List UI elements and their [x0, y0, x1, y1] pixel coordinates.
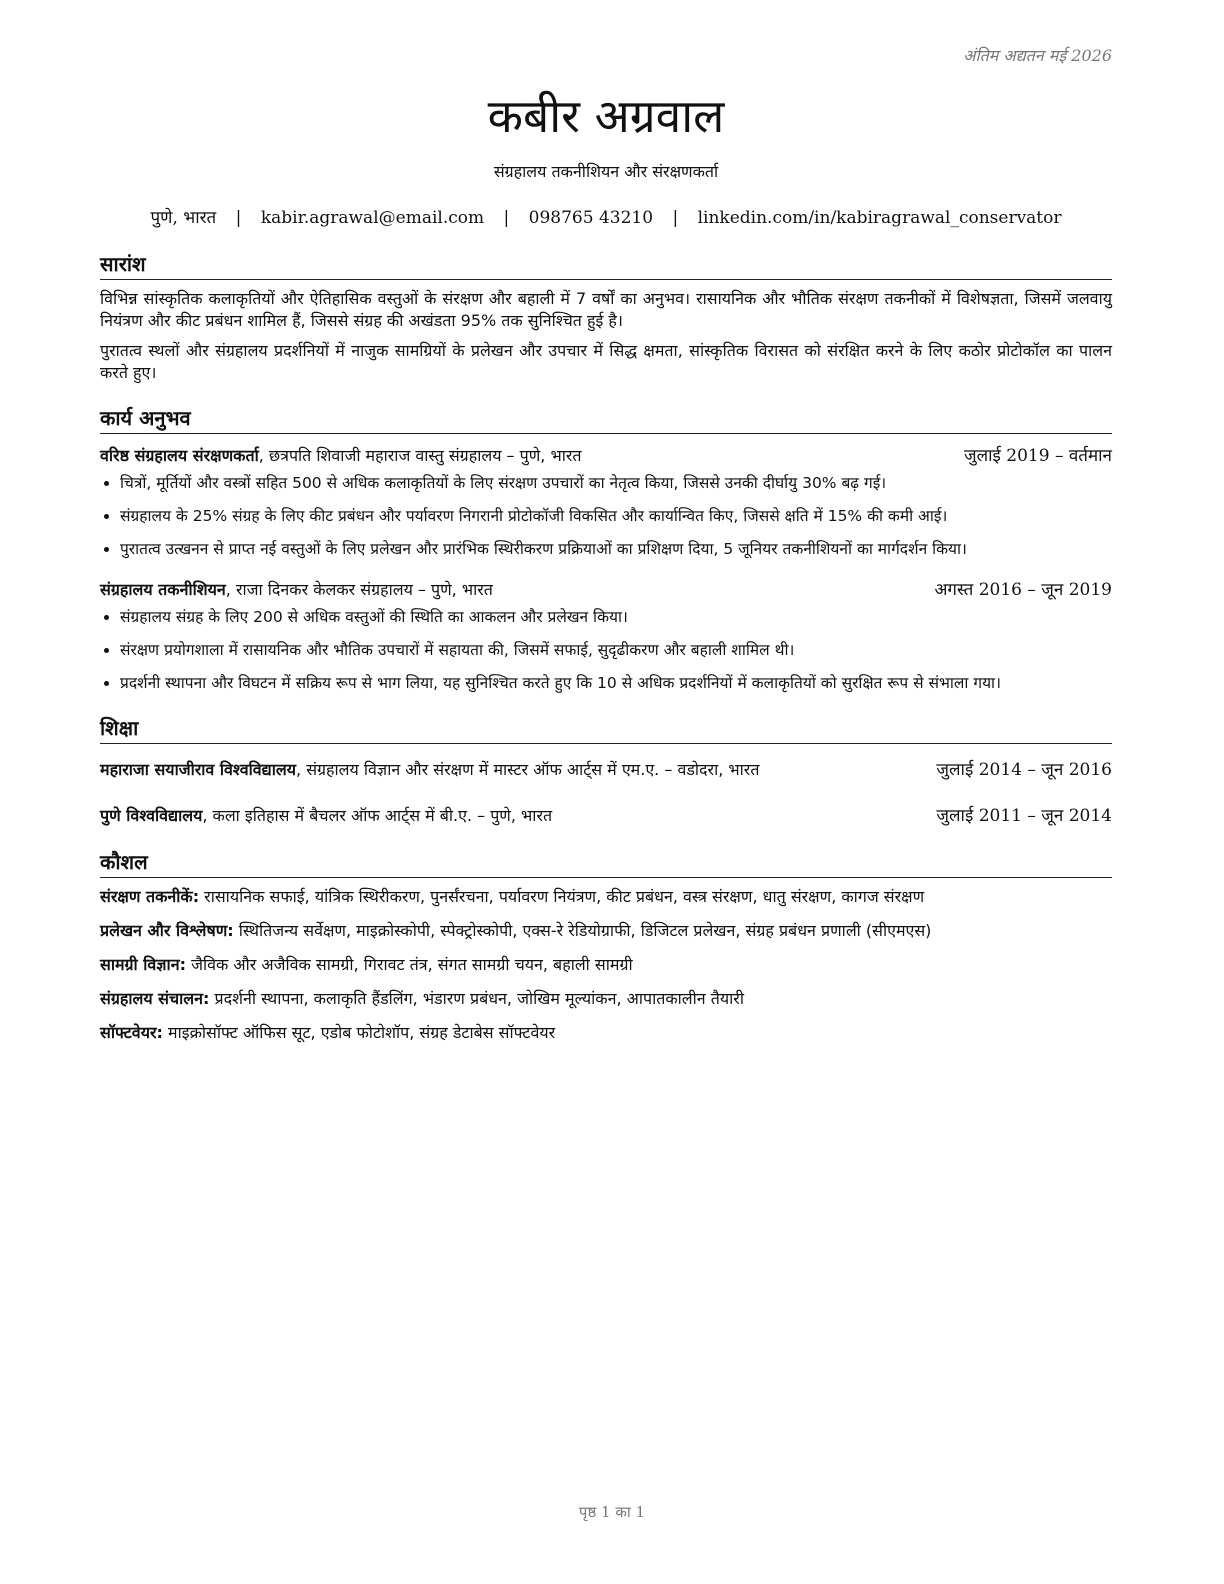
skill-value: प्रदर्शनी स्थापना, कलाकृति हैंडलिंग, भंडारण प्रबंधन, जोखिम मूल्यांकन, आपातकालीन तैयारी	[209, 989, 744, 1008]
job-org: , छत्रपति शिवाजी महाराज वास्तु संग्रहालय – पुणे, भारत	[258, 446, 582, 465]
education-heading: शिक्षा	[100, 714, 1112, 744]
contact-location: पुणे, भारत	[150, 208, 217, 228]
education-item	[100, 804, 1112, 828]
education-institution: महाराजा सयाजीराव विश्वविद्यालय	[100, 760, 297, 779]
job-bullet: • चित्रों, मूर्तियों और वस्त्रों सहित 500 से अधिक कलाकृतियों के लिए संरक्षण उपचारों का नेतृत्व किया, जिससे उनकी दीर्घायु 30% बढ़ गई।	[120, 472, 1112, 494]
summary-paragraph: विभिन्न सांस्कृतिक कलाकृतियों और ऐतिहासिक वस्तुओं के संरक्षण और बहाली में 7 वर्षों का अनुभव। रासायनिक और भौतिक संरक्षण तकनीकों में विशेषज्ञता, जिसमें जलवायु नियंत्रण और कीट प्रबंधन शामिल हैं, जिससे संग्रह की अखंडता 95% तक सुनिश्चित हुई है।	[100, 289, 1112, 330]
skill-row	[100, 1022, 1112, 1044]
job-bullets	[100, 606, 1112, 694]
education-institution: पुणे विश्वविद्यालय	[100, 806, 203, 825]
education-dates: जुलाई 2014 – जून 2016	[936, 760, 1112, 780]
candidate-name: कबीर अग्रवाल	[487, 89, 725, 143]
job-header	[100, 578, 1112, 602]
skill-label: संग्रहालय संचालन:	[100, 989, 210, 1008]
contact-separator: |	[235, 208, 242, 228]
resume-page	[100, 40, 1112, 1056]
job-role: संग्रहालय तकनीशियन	[100, 580, 226, 599]
summary-heading: सारांश	[100, 250, 1112, 280]
skill-label: संरक्षण तकनीकें:	[100, 887, 200, 906]
education-dates: जुलाई 2011 – जून 2014	[936, 806, 1112, 826]
education-line	[100, 758, 759, 782]
job-dates: जुलाई 2019 – वर्तमान	[963, 446, 1112, 466]
job-role: वरिष्ठ संग्रहालय संरक्षणकर्ता	[100, 446, 259, 465]
contact-email[interactable]: kabir.agrawal@email.com	[260, 208, 485, 228]
job-dates: अगस्त 2016 – जून 2019	[934, 580, 1112, 600]
contact-separator: |	[503, 208, 510, 228]
job-bullet: • प्रदर्शनी स्थापना और विघटन में सक्रिय रूप से भाग लिया, यह सुनिश्चित करते हुए कि 10 से अधिक प्रदर्शनियों में कलाकृतियों को सुरक्षित रूप से संभाला गया।	[120, 672, 1112, 694]
job-bullet: • संग्रहालय के 25% संग्रह के लिए कीट प्रबंधन और पर्यावरण निगरानी प्रोटोकॉजी विकसित और कार्यान्वित किए, जिससे क्षति में 15% की कमी आई।	[120, 505, 1112, 527]
job-bullet: • संरक्षण प्रयोगशाला में रासायनिक और भौतिक उपचारों में सहायता की, जिसमें सफाई, सुदृढीकरण और बहाली शामिल थी।	[120, 639, 1112, 661]
job-title-line	[100, 578, 493, 602]
experience-heading: कार्य अनुभव	[100, 404, 1112, 434]
skill-row	[100, 988, 1112, 1010]
skill-label: प्रलेखन और विश्लेषण:	[100, 921, 234, 940]
education-detail: , संग्रहालय विज्ञान और संरक्षण में मास्टर ऑफ आर्ट्स में एम.ए. – वडोदरा, भारत	[296, 760, 760, 779]
skill-value: माइक्रोसॉफ्ट ऑफिस सूट, एडोब फोटोशॉप, संग्रह डेटाबेस सॉफ्टवेयर	[162, 1023, 556, 1042]
contact-separator: |	[672, 208, 679, 228]
job-bullet: • पुरातत्व उत्खनन से प्राप्त नई वस्तुओं के लिए प्रलेखन और प्रारंभिक स्थिरीकरण प्रक्रियाओं का प्रशिक्षण दिया, 5 जूनियर तकनीशियनों का मार्गदर्शन किया।	[120, 538, 1112, 560]
last-updated: अंतिम अद्यतन मई 2026	[963, 46, 1112, 65]
job-bullet: • संग्रहालय संग्रह के लिए 200 से अधिक वस्तुओं की स्थिति का आकलन और प्रलेखन किया।	[120, 606, 1112, 628]
skill-value: रासायनिक सफाई, यांत्रिक स्थिरीकरण, पुनर्संरचना, पर्यावरण नियंत्रण, कीट प्रबंधन, वस्त्र संरक्षण, धातु संरक्षण, कागज संरक्षण	[199, 887, 925, 906]
skills-heading: कौशल	[100, 848, 1112, 878]
education-line	[100, 804, 552, 828]
education-detail: , कला इतिहास में बैचलर ऑफ आर्ट्स में बी.ए. – पुणे, भारत	[202, 806, 553, 825]
skill-label: सॉफ्टवेयर:	[100, 1023, 163, 1042]
summary-paragraph: पुरातत्व स्थलों और संग्रहालय प्रदर्शनियों में नाजुक सामग्रियों के प्रलेखन और उपचार में सिद्ध क्षमता, सांस्कृतिक विरासत को संरक्षित करने के लिए कठोर प्रोटोकॉल का पालन करते हुए।	[100, 341, 1112, 382]
job-bullets	[100, 472, 1112, 560]
skill-row	[100, 886, 1112, 908]
contact-line	[100, 206, 1112, 230]
candidate-tagline: संग्रहालय तकनीशियन और संरक्षणकर्ता	[493, 162, 719, 181]
skill-value: जैविक और अजैविक सामग्री, गिरावट तंत्र, संगत सामग्री चयन, बहाली सामग्री	[186, 955, 633, 974]
skill-row	[100, 954, 1112, 976]
job-org: , राजा दिनकर केलकर संग्रहालय – पुणे, भारत	[225, 580, 493, 599]
contact-phone: 098765 43210	[528, 208, 654, 228]
skill-value: स्थितिजन्य सर्वेक्षण, माइक्रोस्कोपी, स्पेक्ट्रोस्कोपी, एक्स-रे रेडियोग्राफी, डिजिटल प्रलेखन, संग्रह प्रबंधन प्रणाली (सीएमएस)	[233, 921, 932, 940]
job-header	[100, 444, 1112, 468]
job-title-line	[100, 444, 582, 468]
skill-row	[100, 920, 1112, 942]
contact-linkedin[interactable]: linkedin.com/in/kabiragrawal_conservator	[697, 208, 1062, 228]
page-number: पृष्ठ 1 का 1	[578, 1503, 646, 1521]
skill-label: सामग्री विज्ञान:	[100, 955, 186, 974]
education-item	[100, 758, 1112, 782]
